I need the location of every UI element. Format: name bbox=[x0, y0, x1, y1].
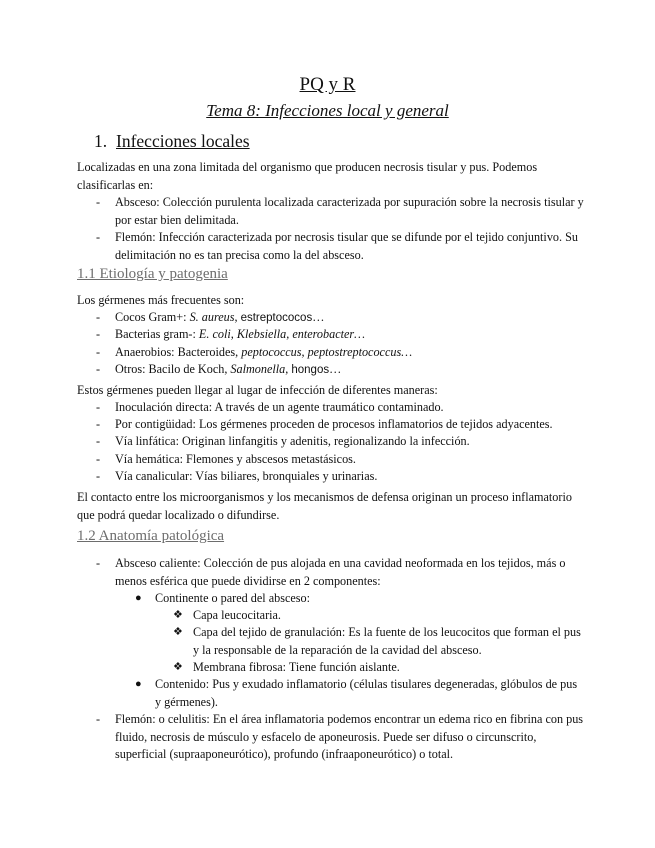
list-dash: - bbox=[96, 434, 101, 448]
list-item-layer: Membrana fibrosa: Tiene función aislante. bbox=[193, 660, 400, 674]
list-item-way: Inoculación directa: A través de un agente traumático contaminado. bbox=[115, 400, 444, 414]
list-item-contenido: Contenido: Pus y exudado inflamatorio (células tisulares degeneradas, glóbulos de pus y gérmenes). bbox=[155, 677, 578, 709]
list-dash: - bbox=[96, 556, 101, 570]
list-dash: - bbox=[96, 230, 101, 244]
closing-paragraph: El contacto entre los microorganismos y los mecanismos de defensa originan un proceso inflamatorio que podrá quedar localizado o difundirse. bbox=[77, 490, 572, 522]
section-1-title: Infecciones locales bbox=[116, 131, 250, 151]
diamond-icon: ❖ bbox=[173, 661, 183, 673]
list-item-layer: Capa del tejido de granulación: Es la fuente de los leucocitos que forman el pus y la responsable de la reparación de la cavidad del absceso. bbox=[193, 625, 581, 657]
list-dash: - bbox=[96, 362, 101, 376]
list-item-flemon: Flemón: Infección caracterizada por necrosis tisular que se difunde por el tejido conjuntivo. Su delimitación no es tan precisa como la del absceso. bbox=[115, 230, 578, 262]
list-item-layer: Capa leucocitaria. bbox=[193, 608, 281, 622]
diamond-icon: ❖ bbox=[173, 609, 183, 621]
list-item-cocos: Cocos Gram+: S. aureus, estreptococos… bbox=[115, 310, 325, 324]
list-dash: - bbox=[96, 452, 101, 466]
list-item-otros: Otros: Bacilo de Koch, Salmonella, hongos… bbox=[115, 362, 342, 376]
bullet-icon: ● bbox=[135, 678, 142, 690]
list-dash: - bbox=[96, 310, 101, 324]
list-item-bacterias: Bacterias gram-: E. coli, Klebsiella, enterobacter… bbox=[115, 327, 365, 341]
list-item-way: Vía hemática: Flemones y abscesos metastásicos. bbox=[115, 452, 356, 466]
section-1-number: 1. bbox=[94, 131, 108, 151]
section-1-2-heading: 1.2 Anatomía patológica bbox=[77, 528, 225, 544]
list-dash: - bbox=[96, 417, 101, 431]
section-1-intro: Localizadas en una zona limitada del organismo que producen necrosis tisular y pus. Podemos clasificarlas en: bbox=[77, 160, 538, 192]
list-item-continente: Continente o pared del absceso: bbox=[155, 591, 311, 605]
list-dash: - bbox=[96, 469, 101, 483]
list-item-absceso: Absceso: Colección purulenta localizada caracterizada por supuración sobre la necrosis tisular y por estar bien delimitada. bbox=[115, 195, 584, 227]
list-item-anaerobios: Anaerobios: Bacteroides, peptococcus, peptostreptococcus… bbox=[115, 345, 413, 359]
document-title: PQ y R bbox=[299, 74, 356, 95]
germs-intro: Los gérmenes más frecuentes son: bbox=[77, 293, 245, 307]
ways-intro: Estos gérmenes pueden llegar al lugar de infección de diferentes maneras: bbox=[77, 383, 438, 397]
list-dash: - bbox=[96, 712, 101, 726]
list-dash: - bbox=[96, 327, 101, 341]
list-item-way: Vía linfática: Originan linfangitis y adenitis, regionalizando la infección. bbox=[115, 434, 470, 448]
list-dash: - bbox=[96, 400, 101, 414]
list-dash: - bbox=[96, 345, 101, 359]
diamond-icon: ❖ bbox=[173, 626, 183, 638]
section-1-1-heading: 1.1 Etiología y patogenia bbox=[77, 266, 228, 282]
list-item-flemon-celulitis: Flemón: o celulitis: En el área inflamatoria podemos encontrar un edema rico en fibrina con pus fluido, necrosis de músculo y esfacelo de aponeurosis. Puede ser difuso o circunscrito, superficial (supraaponeurótico), profundo (infraaponeurótico) o total. bbox=[115, 712, 584, 761]
document-subtitle: Tema 8: Infecciones local y general bbox=[206, 101, 449, 120]
list-dash: - bbox=[96, 195, 101, 209]
bullet-icon: ● bbox=[135, 592, 142, 604]
list-item-absceso-caliente: Absceso caliente: Colección de pus alojada en una cavidad neoformada en los tejidos, más o menos esférica que puede dividirse en 2 componentes: bbox=[115, 556, 566, 588]
list-item-way: Vía canalicular: Vías biliares, bronquiales y urinarias. bbox=[115, 469, 378, 483]
list-item-way: Por contigüidad: Los gérmenes proceden de procesos inflamatorios de tejidos adyacentes. bbox=[115, 417, 553, 431]
